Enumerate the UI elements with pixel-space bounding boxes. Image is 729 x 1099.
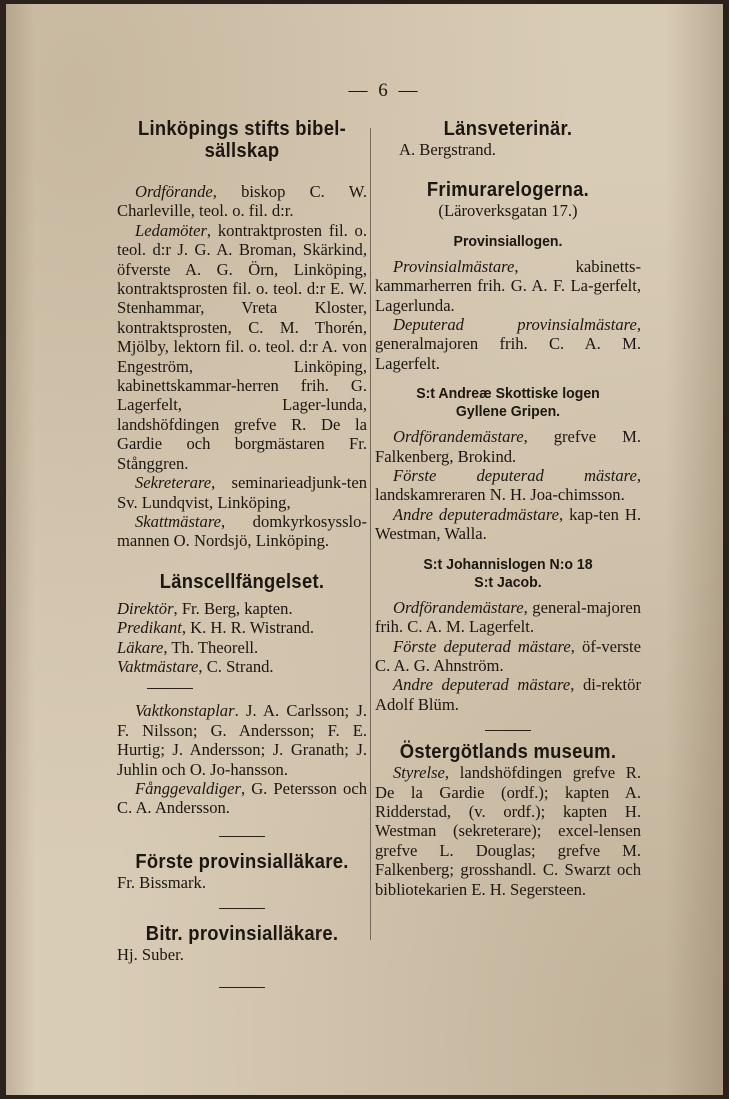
section-title-lanscell: Länscellfängelset.: [159, 570, 325, 593]
forste-name: Fr. Bissmark.: [117, 872, 206, 892]
lanscell-vaktkonstaplar: Vaktkonstaplar. J. A. Carlsson; J. F. Nilsson; G. Andersson; F. E. Hurtig; J. Andersson; J. Granath; J. Juhlin och O. Jo-hansson.: [117, 701, 367, 779]
bibel-skattmastare: Skattmästare, domkyrkosysslo-mannen O. Nordsjö, Linköping.: [117, 511, 367, 551]
rule: [147, 688, 193, 689]
section-title-forste: Förste provinsialläkare.: [135, 850, 349, 873]
rule: [485, 730, 531, 731]
frimur-subtitle: (Läroverksgatan 17.): [438, 201, 578, 221]
lanscell-vaktmastare: Vaktmästare, C. Strand.: [117, 656, 274, 676]
rule: [219, 836, 265, 837]
prov-deputerad: Deputerad provinsialmästare, generalmajoren frih. C. A. M. Lagerfelt.: [375, 315, 641, 373]
page-number: — 6 —: [348, 80, 421, 101]
johannis-andre-deputerad: Andre deputerad mästare, di-rektör Adolf Blüm.: [375, 675, 641, 714]
andreae-andre-deputerad: Andre deputeradmästare, kap-ten H. Westman, Walla.: [375, 504, 641, 544]
lanscell-fanggevaldiger: Fånggevaldiger, G. Petersson och C. A. Andersson.: [117, 778, 367, 818]
section-title-museum: Östergötlands museum.: [399, 741, 617, 764]
section-title-bitr: Bitr. provinsialläkare.: [145, 923, 339, 946]
johannis-ordforandemastare: Ordförandemästare, general-majoren frih. C. A. M. Lagerfelt.: [375, 597, 641, 637]
lanscell-lakare: Läkare, Th. Theorell.: [117, 637, 259, 657]
andreae-ordforandemastare: Ordförandemästare, grefve M. Falkenberg, Brokind.: [375, 427, 641, 466]
label: Ledamöter: [135, 220, 207, 240]
column-divider: [370, 128, 371, 940]
section-title-bibel: Linköpings stifts bibel-sällskap: [137, 118, 347, 162]
label: Sekreterare: [135, 473, 212, 493]
bibel-sekreterare: Sekreterare, seminarieadjunk-ten Sv. Lundqvist, Linköping,: [117, 473, 367, 512]
vet-name: A. Bergstrand.: [399, 140, 496, 159]
rule: [219, 987, 265, 988]
section-title-vet: Länsveterinär.: [443, 118, 573, 140]
bibel-ledamoter: Ledamöter, kontraktprosten fil. o. teol. d:r J. G. A. Broman, Skärkind, öfverste A. G. Örn, Linköping, kontraktsprosten fil. o. teol. d:r E. W. Stenhammar, Vreta Kloster, kontraktsprosten, C. M. Thorén, Mjölby, lektorn fil. o. teol. d:r A. von Engeström, Linköping, kabinettskammar-herren frih. G. Lagerfelt, Lager-lunda, landshöfdingen grefve R. De la Gardie och borgmästaren Fr. Stånggren.: [117, 220, 367, 473]
johannis-forste-deputerad: Förste deputerad mästare, öf-verste C. A. G. Ahnström.: [375, 636, 641, 675]
prov-provinsialmastare: Provinsialmästare, kabinetts-kammarherren frih. G. A. F. La-gerfelt, Lagerlunda.: [375, 256, 641, 315]
section-title-andreae: S:t Andreæ Skottiske logen Gyllene Gripen.: [416, 385, 600, 421]
bibel-ordforande: Ordförande, biskop C. W. Charleville, teol. o. fil. d:r.: [117, 182, 367, 221]
bitr-name: Hj. Suber.: [117, 945, 184, 965]
lanscell-direktor: Direktör, Fr. Berg, kapten.: [117, 598, 293, 618]
museum-styrelse: Styrelse, landshöfdingen grefve R. De la Gardie (ordf.); kapten A. Ridderstad, (v. ordf.); kapten H. Westman (sekreterare); excel-lensen grefve L. Douglas; grefve M. Falkenberg; grosshandl. C. Swarzt och bibliotekarien E. H. Segersteen.: [375, 763, 641, 899]
section-title-frimur: Frimurarelogerna.: [426, 179, 590, 202]
label: Skattmästare: [135, 511, 222, 531]
rule: [219, 908, 265, 909]
right-column: [375, 118, 641, 899]
label: Ordförande: [135, 182, 213, 201]
section-title-johannis: S:t Johannislogen N:o 18 S:t Jacob.: [423, 555, 593, 591]
section-title-prov: Provinsiallogen.: [453, 232, 563, 250]
lanscell-predikant: Predikant, K. H. R. Wistrand.: [117, 618, 315, 638]
andreae-forste-deputerad: Förste deputerad mästare, landskamreraren N. H. Joa-chimsson.: [375, 466, 641, 505]
left-column: [117, 118, 367, 988]
